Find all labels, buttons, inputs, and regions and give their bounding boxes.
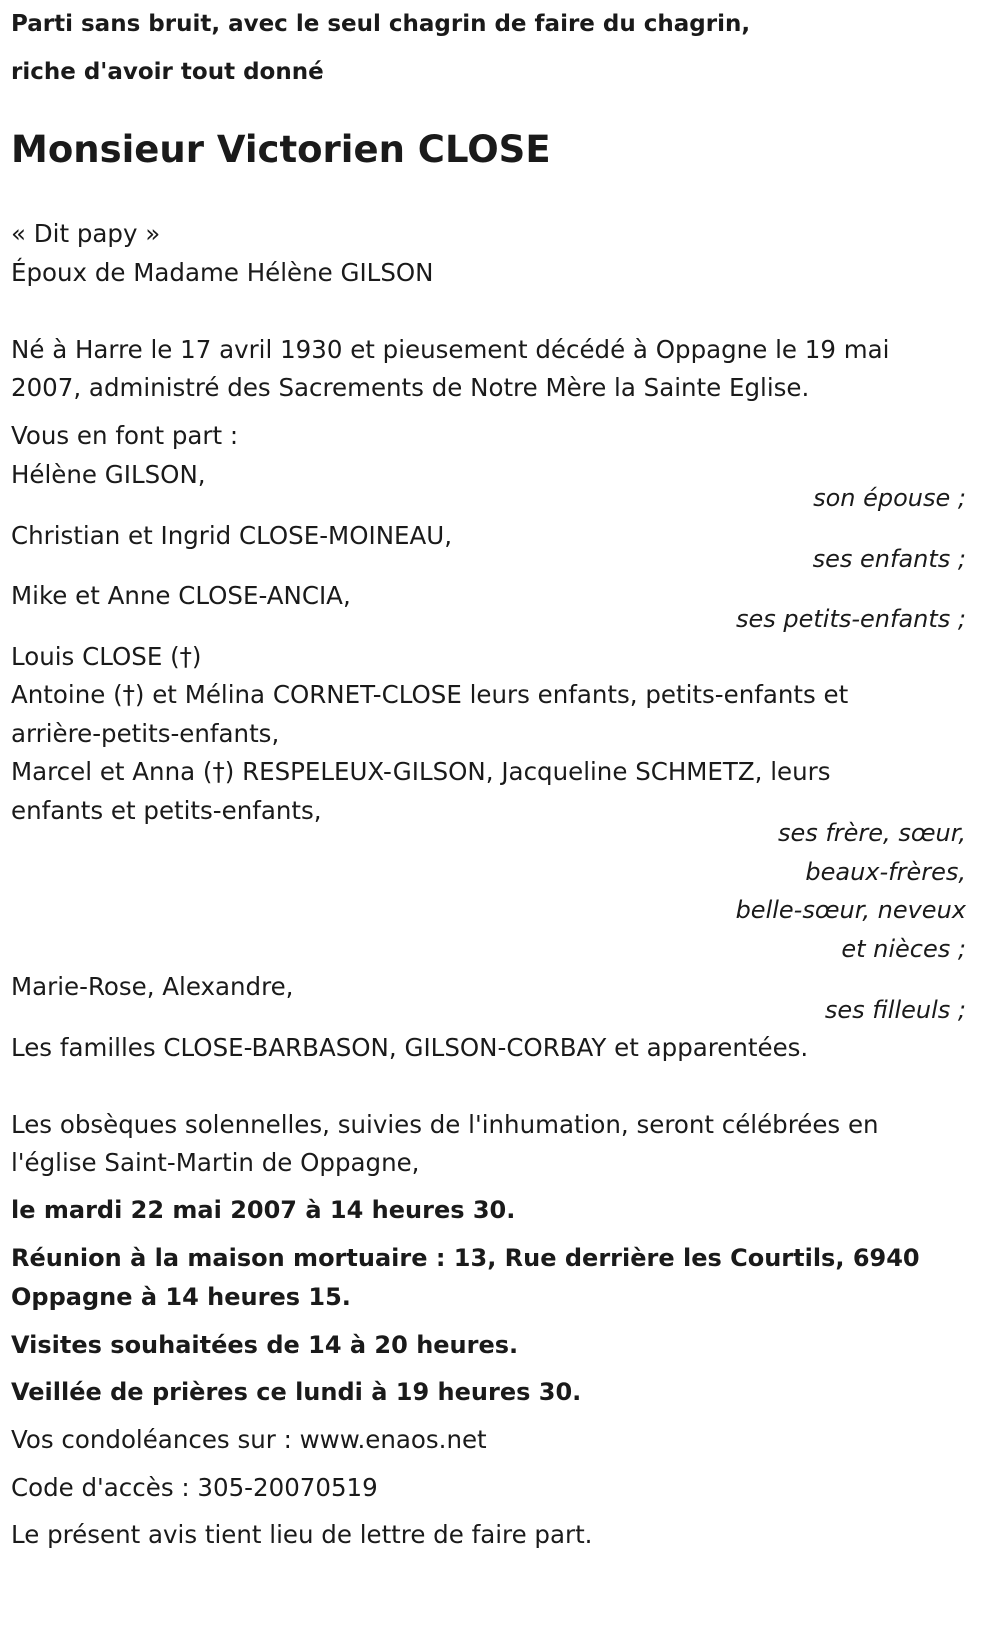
siblings-relation-3: belle-sœur, neveux	[735, 896, 966, 924]
condolences-line: Vos condoléances sur : www.enaos.net	[11, 1425, 487, 1454]
funeral-date: le mardi 22 mai 2007 à 14 heures 30.	[11, 1196, 516, 1224]
family-relation: son épouse ;	[813, 484, 966, 512]
siblings-relation-1: ses frère, sœur,	[777, 819, 966, 847]
siblings-relation-2: beaux-frères,	[805, 858, 966, 886]
families-line: Les familles CLOSE-BARBASON, GILSON-CORBAY et apparentées.	[11, 1033, 809, 1062]
siblings-line-2: Antoine (†) et Mélina CORNET-CLOSE leurs enfants, petits-enfants et	[11, 680, 849, 709]
funeral-line-2: l'église Saint-Martin de Oppagne,	[11, 1148, 420, 1177]
family-names: Mike et Anne CLOSE-ANCIA,	[11, 581, 351, 610]
spouse-line: Époux de Madame Hélène GILSON	[11, 258, 434, 287]
family-relation: ses petits-enfants ;	[735, 605, 966, 633]
godchildren-names: Marie-Rose, Alexandre,	[11, 972, 294, 1001]
deceased-name: Monsieur Victorien CLOSE	[11, 128, 551, 171]
family-relation: ses enfants ;	[812, 545, 966, 573]
family-names: Christian et Ingrid CLOSE-MOINEAU,	[11, 521, 452, 550]
siblings-relation-4: et nièces ;	[841, 935, 966, 963]
announcement: Vous en font part :	[11, 421, 239, 450]
access-code-line: Code d'accès : 305-20070519	[11, 1473, 378, 1502]
nickname: « Dit papy »	[11, 219, 161, 248]
godchildren-relation: ses filleuls ;	[824, 996, 966, 1024]
intro-line-1: Parti sans bruit, avec le seul chagrin de faire du chagrin,	[11, 11, 751, 37]
visits-line: Visites souhaitées de 14 à 20 heures.	[11, 1331, 519, 1359]
siblings-line-4: Marcel et Anna (†) RESPELEUX-GILSON, Jacqueline SCHMETZ, leurs	[11, 757, 831, 786]
meeting-line-2: Oppagne à 14 heures 15.	[11, 1283, 351, 1311]
footer-line: Le présent avis tient lieu de lettre de faire part.	[11, 1520, 593, 1549]
meeting-line-1: Réunion à la maison mortuaire : 13, Rue derrière les Courtils, 6940	[11, 1244, 920, 1272]
siblings-line-5: enfants et petits-enfants,	[11, 796, 322, 825]
birth-death-line-2: 2007, administré des Sacrements de Notre Mère la Sainte Eglise.	[11, 373, 810, 402]
intro-line-2: riche d'avoir tout donné	[11, 59, 324, 85]
siblings-line-3: arrière-petits-enfants,	[11, 719, 280, 748]
family-names: Hélène GILSON,	[11, 460, 206, 489]
funeral-line-1: Les obsèques solennelles, suivies de l'inhumation, seront célébrées en	[11, 1110, 879, 1139]
siblings-line-1: Louis CLOSE (†)	[11, 642, 202, 671]
birth-death-line-1: Né à Harre le 17 avril 1930 et pieusement décédé à Oppagne le 19 mai	[11, 335, 890, 364]
vigil-line: Veillée de prières ce lundi à 19 heures 30.	[11, 1378, 582, 1406]
